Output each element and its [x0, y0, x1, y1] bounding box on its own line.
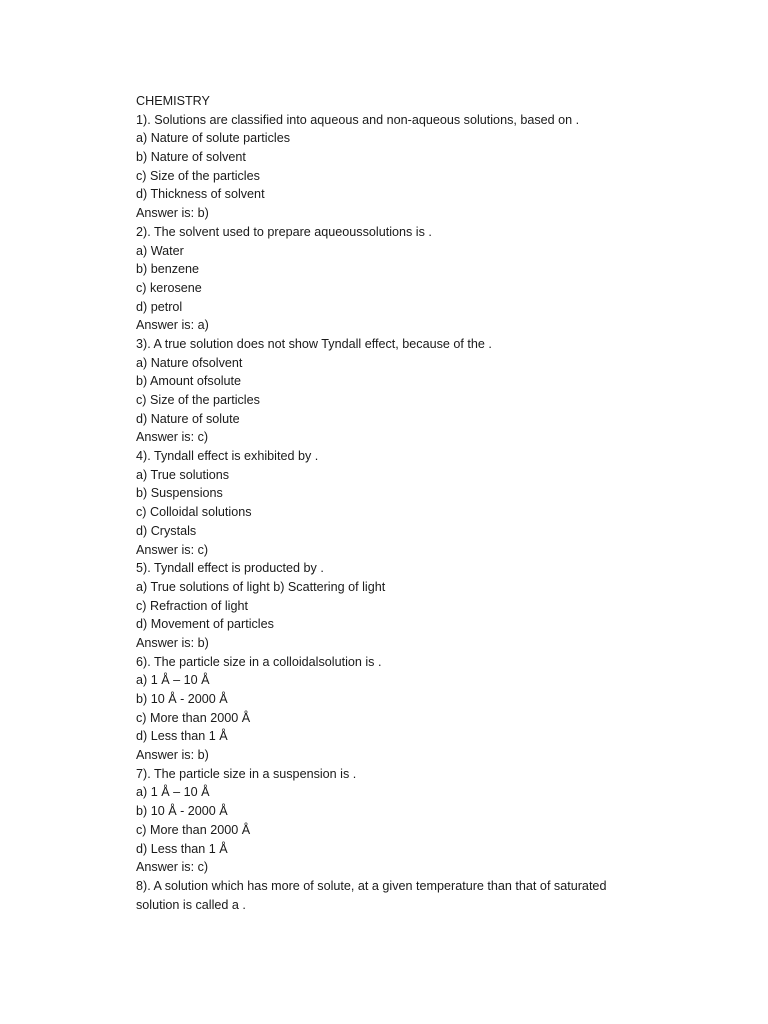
question-6: 6). The particle size in a colloidalsolution is .	[136, 654, 382, 669]
option-line: d) Nature of solute	[136, 411, 240, 426]
option-line: d) petrol	[136, 299, 183, 314]
option-line: a) True solutions	[136, 467, 230, 482]
answer-line: Answer is: b)	[136, 635, 209, 650]
question-1: 1). Solutions are classified into aqueous and non-aqueous solutions, based on .	[136, 112, 580, 127]
option-line: a) True solutions of light b) Scattering of light	[136, 579, 386, 594]
option-line: d) Less than 1 Å	[136, 841, 228, 856]
option-line: b) Suspensions	[136, 486, 223, 501]
option-line: a) Water	[136, 243, 184, 258]
option-line: c) kerosene	[136, 280, 202, 295]
option-line: b) benzene	[136, 262, 200, 277]
option-line: a) 1 Å – 10 Å	[136, 785, 210, 800]
question-3: 3). A true solution does not show Tyndall effect, because of the .	[136, 336, 492, 351]
option-line: b) Nature of solvent	[136, 150, 246, 165]
option-line: d) Thickness of solvent	[136, 187, 265, 202]
option-line: b) 10 Å - 2000 Å	[136, 692, 228, 706]
question-4: 4). Tyndall effect is exhibited by .	[136, 449, 319, 464]
answer-line: Answer is: b)	[136, 206, 209, 221]
option-line: c) Refraction of light	[136, 598, 248, 613]
option-line: a) 1 Å – 10 Å	[136, 673, 210, 688]
option-line: c) Size of the particles	[136, 393, 260, 407]
option-line: b) Amount ofsolute	[136, 374, 242, 389]
question-2: 2). The solvent used to prepare aqueoussolutions is .	[136, 224, 432, 239]
option-line: b) 10 Å - 2000 Å	[136, 804, 228, 819]
option-line: c) More than 2000 Å	[136, 822, 251, 837]
option-line: c) Colloidal solutions	[136, 505, 252, 520]
option-line: c) Size of the particles	[136, 168, 260, 183]
question-7: 7). The particle size in a suspension is .	[136, 766, 357, 781]
answer-line: Answer is: c)	[136, 430, 209, 445]
answer-line: Answer is: b)	[136, 748, 209, 763]
document-title: CHEMISTRY	[136, 94, 210, 108]
option-line: a) Nature ofsolvent	[136, 355, 243, 370]
option-line: d) Movement of particles	[136, 617, 274, 632]
question-8-continuation: solution is called a .	[136, 897, 246, 912]
option-line: a) Nature of solute particles	[136, 131, 290, 146]
option-line: c) More than 2000 Å	[136, 710, 251, 725]
option-line: d) Crystals	[136, 523, 197, 538]
question-8: 8). A solution which has more of solute, at a given temperature than that of saturated	[136, 878, 607, 893]
document-body	[136, 92, 696, 914]
answer-line: Answer is: c)	[136, 542, 209, 557]
question-5: 5). Tyndall effect is producted by .	[136, 561, 324, 576]
option-line: d) Less than 1 Å	[136, 729, 228, 744]
answer-line: Answer is: a)	[136, 318, 209, 333]
answer-line: Answer is: c)	[136, 860, 209, 875]
